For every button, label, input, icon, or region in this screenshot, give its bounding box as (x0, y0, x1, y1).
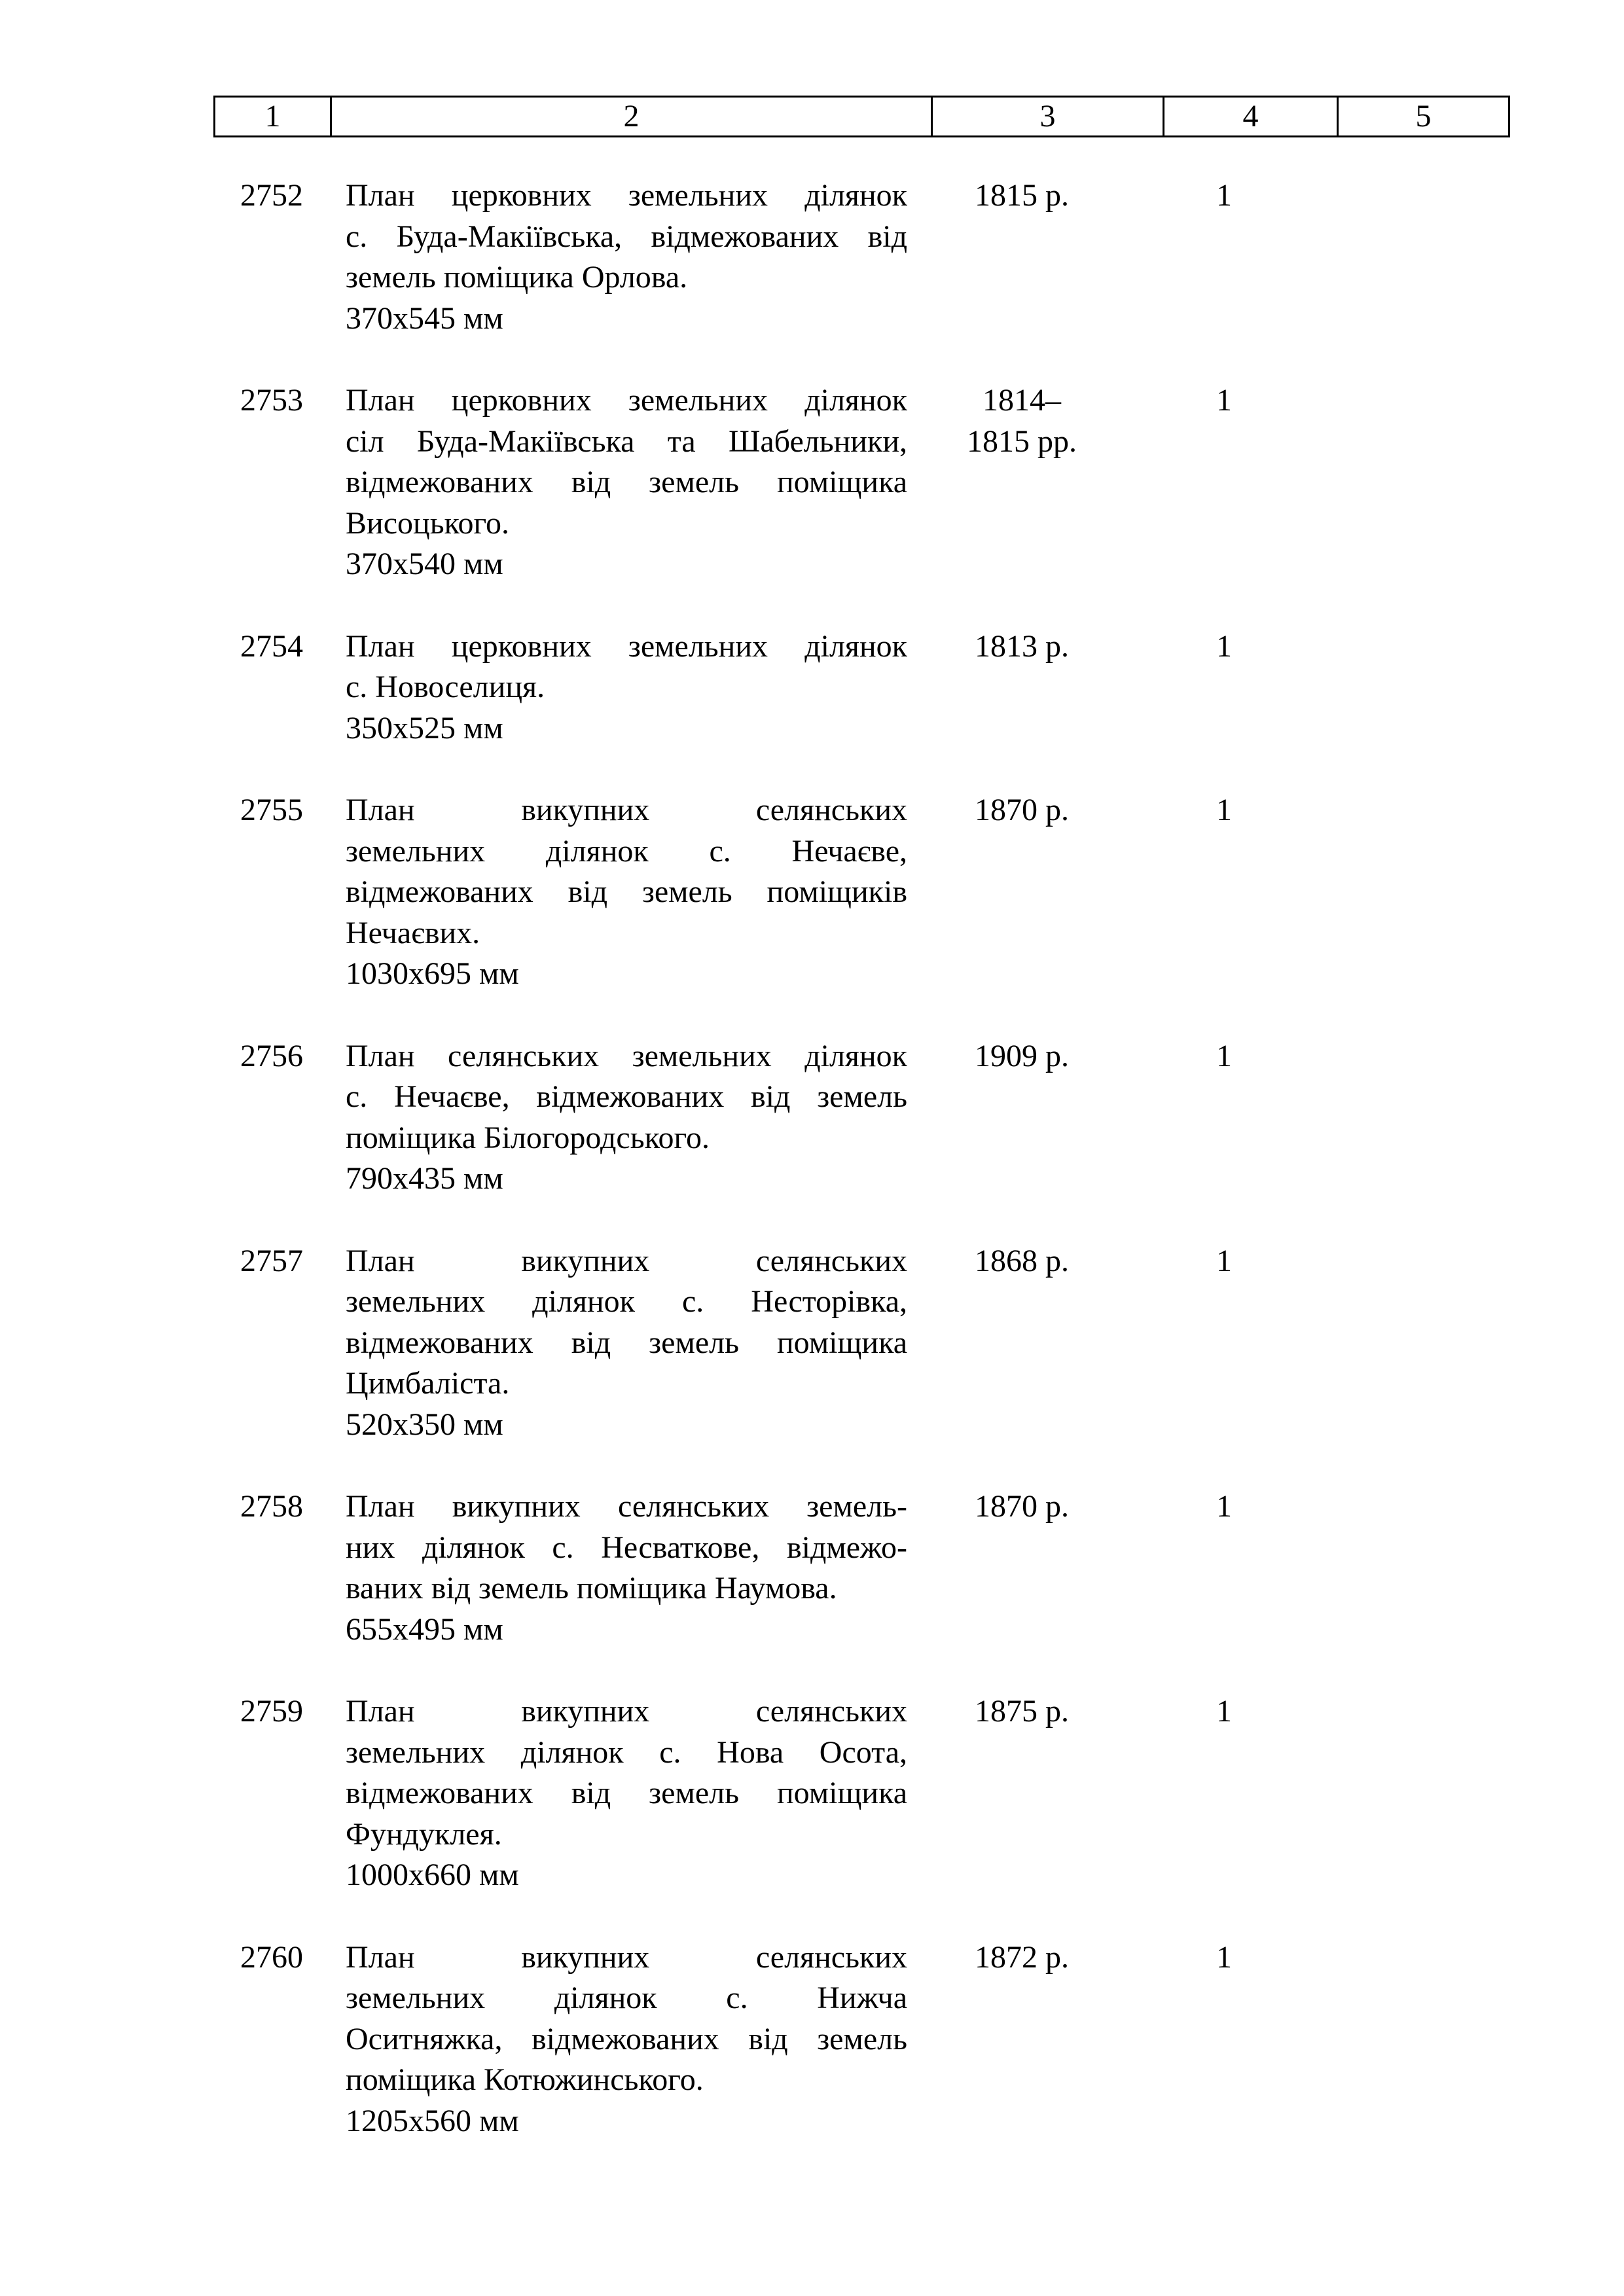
catalog-entries (213, 175, 1508, 2183)
entry-description (346, 1937, 907, 2142)
description-line: План церковних земельних ділянок (346, 383, 907, 418)
entry-date (907, 1691, 1136, 1896)
column-header-4: 4 (1164, 97, 1338, 137)
description-line: відмежованих від земель поміщика (346, 1776, 907, 1810)
entry-quantity: 1 (1216, 1939, 1232, 1975)
entry-number: 2758 (240, 1489, 303, 1524)
entry-size: 1000х660 мм (346, 1857, 519, 1892)
entry-size: 790х435 мм (346, 1161, 503, 1196)
entry-note (1312, 626, 1508, 749)
entry-number: 2756 (240, 1038, 303, 1073)
entry-description (346, 1036, 907, 1200)
date-line: 1870 р. (975, 793, 1069, 827)
entry-note (1312, 175, 1508, 339)
description-line: План викупних селянських (346, 1243, 907, 1278)
description-line: них ділянок с. Несваткове, відмежо- (346, 1530, 907, 1565)
entry-note (1312, 1486, 1508, 1650)
entry-size: 1205х560 мм (346, 2103, 519, 2138)
catalog-entry (213, 790, 1508, 995)
description-line: земельних ділянок с. Нечаєве, (346, 833, 907, 869)
description-line: поміщика Котюжинського. (346, 2062, 704, 2097)
column-header-5: 5 (1338, 97, 1509, 137)
entry-number: 2757 (240, 1243, 303, 1278)
description-line: Оситняжка, відмежованих від земель (346, 2021, 907, 2056)
description-line: с. Буда-Макіївська, відмежованих від (346, 219, 907, 254)
entry-number: 2753 (240, 383, 303, 418)
description-line: План церковних земельних ділянок (346, 628, 907, 664)
column-header-3: 3 (932, 97, 1164, 137)
description-line: Фундуклея. (346, 1816, 502, 1852)
entry-number: 2752 (240, 178, 303, 213)
description-line: сіл Буда-Макіївська та Шабельники, (346, 423, 907, 459)
column-header-1: 1 (215, 97, 331, 137)
entry-description (346, 1241, 907, 1446)
catalog-entry (213, 1691, 1508, 1896)
entry-number: 2760 (240, 1939, 303, 1975)
description-line: ваних від земель поміщика Наумова. (346, 1571, 837, 1605)
date-line: 1872 р. (975, 1939, 1069, 1975)
entry-quantity: 1 (1216, 1243, 1232, 1278)
description-line: План селянських земельних ділянок (346, 1038, 907, 1073)
entry-description (346, 175, 907, 339)
description-line: відмежованих від земель поміщиків (346, 874, 907, 909)
catalog-entry (213, 1486, 1508, 1650)
catalog-entry (213, 1241, 1508, 1446)
description-line: земельних ділянок с. Нова Осота, (346, 1734, 907, 1770)
entry-size: 370х540 мм (346, 547, 503, 581)
date-line: 1909 р. (975, 1038, 1069, 1073)
entry-quantity: 1 (1216, 1694, 1232, 1729)
entry-note (1312, 790, 1508, 995)
entry-date (907, 626, 1136, 749)
entry-quantity: 1 (1216, 793, 1232, 827)
description-line: План викупних селянських земель- (346, 1489, 907, 1524)
column-header-2: 2 (331, 97, 932, 137)
description-line: План церковних земельних ділянок (346, 178, 907, 213)
entry-date (907, 1036, 1136, 1200)
entry-note (1312, 380, 1508, 585)
entry-note (1312, 1937, 1508, 2142)
entry-size: 350х525 мм (346, 710, 503, 745)
entry-quantity: 1 (1216, 1038, 1232, 1073)
column-header-row (215, 97, 1509, 137)
entry-description (346, 1691, 907, 1896)
description-line: с. Новоселиця. (346, 670, 545, 704)
entry-description (346, 380, 907, 585)
entry-size: 1030х695 мм (346, 956, 519, 991)
entry-number: 2755 (240, 793, 303, 827)
description-line: Висоцького. (346, 505, 509, 541)
catalog-entry (213, 626, 1508, 749)
entry-date (907, 790, 1136, 995)
entry-quantity: 1 (1216, 383, 1232, 418)
entry-note (1312, 1691, 1508, 1896)
description-line: земельних ділянок с. Несторівка, (346, 1284, 907, 1319)
description-line: земель поміщика Орлова. (346, 260, 688, 295)
date-line: 1815 рр. (967, 423, 1077, 459)
description-line: План викупних селянських (346, 793, 907, 827)
date-line: 1868 р. (975, 1243, 1069, 1278)
entry-size: 520х350 мм (346, 1407, 503, 1442)
date-line: 1813 р. (975, 628, 1069, 664)
description-line: Нечаєвих. (346, 915, 480, 950)
catalog-entry (213, 175, 1508, 339)
date-line: 1814– (983, 383, 1061, 418)
date-line: 1815 р. (975, 178, 1069, 213)
date-line: 1870 р. (975, 1489, 1069, 1524)
entry-size: 655х495 мм (346, 1611, 503, 1647)
catalog-entry (213, 380, 1508, 585)
description-line: відмежованих від земель поміщика (346, 1325, 907, 1360)
entry-quantity: 1 (1216, 178, 1232, 213)
catalog-entry (213, 1036, 1508, 1200)
catalog-entry (213, 1937, 1508, 2142)
entry-description (346, 1486, 907, 1650)
entry-date (907, 1486, 1136, 1650)
description-line: Цимбаліста. (346, 1366, 510, 1401)
description-line: поміщика Білогородського. (346, 1120, 710, 1155)
entry-date (907, 1241, 1136, 1446)
entry-number: 2759 (240, 1694, 303, 1729)
entry-description (346, 790, 907, 995)
entry-size: 370х545 мм (346, 300, 503, 336)
entry-description (346, 626, 907, 749)
entry-note (1312, 1036, 1508, 1200)
entry-number: 2754 (240, 628, 303, 664)
entry-note (1312, 1241, 1508, 1446)
description-line: с. Нечаєве, відмежованих від земель (346, 1079, 907, 1114)
entry-quantity: 1 (1216, 628, 1232, 664)
description-line: План викупних селянських (346, 1694, 907, 1729)
entry-date (907, 380, 1136, 585)
entry-date (907, 1937, 1136, 2142)
description-line: План викупних селянських (346, 1939, 907, 1975)
description-line: земельних ділянок с. Нижча (346, 1981, 907, 2015)
description-line: відмежованих від земель поміщика (346, 465, 907, 499)
entry-date (907, 175, 1136, 339)
column-header-table (213, 96, 1510, 137)
entry-quantity: 1 (1216, 1489, 1232, 1524)
date-line: 1875 р. (975, 1694, 1069, 1729)
